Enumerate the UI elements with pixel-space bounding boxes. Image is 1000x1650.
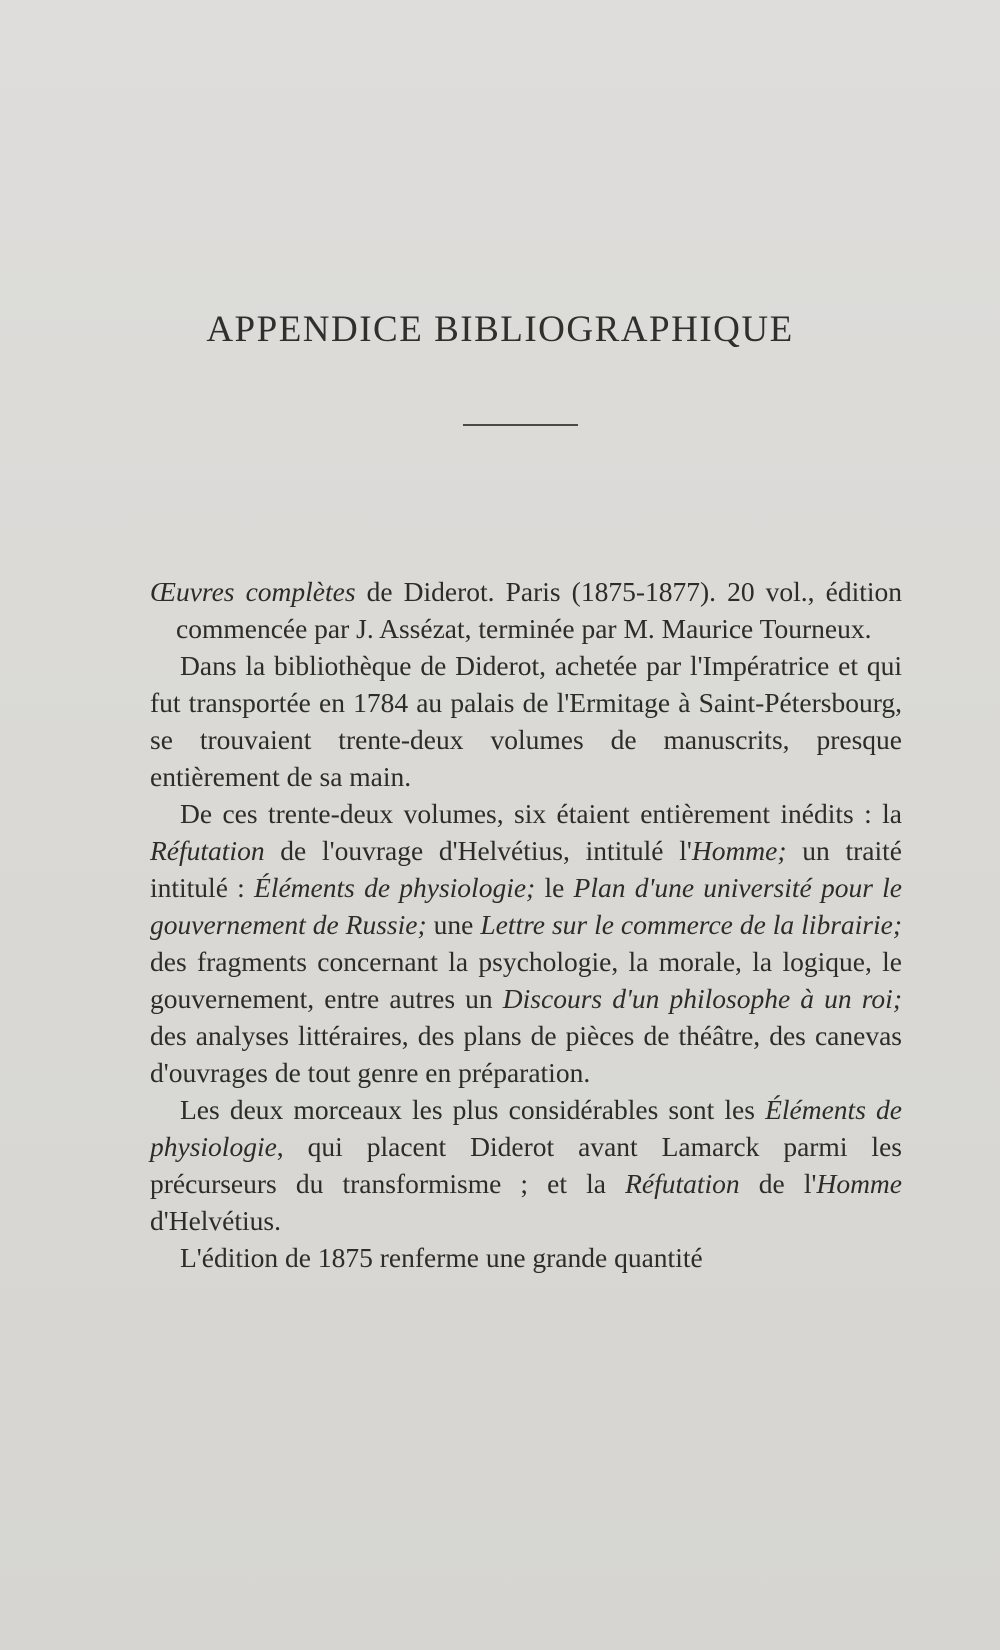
p2-italic-6: Discours d'un philosophe à un roi; — [502, 983, 902, 1014]
page-title: APPENDICE BIBLIOGRAPHIQUE — [206, 309, 794, 350]
bibliography-entry — [150, 573, 902, 647]
p2-italic-3: Éléments de physiologie; — [254, 872, 536, 903]
entry-work-title: Œuvres complètes — [150, 576, 356, 607]
p2-text-1: De ces trente-deux volumes, six étaient entièrement inédits : la — [180, 798, 902, 829]
p2-italic-5: Lettre sur le commerce de la librairie; — [480, 909, 902, 940]
entry-details: de Diderot. Paris (1875-1877). 20 vol., édition commencée par J. Assézat, terminée par M. Maurice Tourneux. — [176, 576, 903, 644]
paragraph-3 — [150, 1091, 902, 1239]
p2-text-2: de l'ouvrage d'Helvétius, intitulé l' — [264, 835, 692, 866]
p2-italic-2: Homme; — [691, 835, 787, 866]
p3-text-4: d'Helvétius. — [150, 1205, 281, 1236]
paragraph-4: L'édition de 1875 renferme une grande quantité — [180, 1242, 703, 1273]
p3-italic-3: Homme — [816, 1168, 902, 1199]
p2-text-6: des fragments concernant la psychologie, la morale, la logique, le gouvernement, entre autres un — [150, 946, 902, 1014]
p3-text-3: de l' — [739, 1168, 817, 1199]
p3-italic-1: Éléments de physiologie — [150, 1094, 902, 1162]
p2-text-5: une — [426, 909, 481, 940]
paragraph-1: Dans la bibliothèque de Diderot, achetée par l'Impératrice et qui fut transportée en 1784 au palais de l'Ermitage à Saint-Pétersbourg, se trouvaient trente-deux volumes de manuscrits, presque entièrement de sa main. — [150, 650, 902, 792]
p2-italic-1: Réfutation — [150, 835, 265, 866]
page-body — [150, 573, 902, 1276]
p3-italic-2: Réfutation — [625, 1168, 740, 1199]
p3-text-2: , qui placent Diderot avant Lamarck parmi les précurseurs du transformisme ; et la — [150, 1131, 902, 1199]
p2-text-3: un traité intitulé : — [150, 835, 902, 903]
p2-italic-4: Plan d'une université pour le gouvernement de Russie; — [150, 872, 902, 940]
paragraph-2 — [150, 795, 902, 1091]
p2-text-4: le — [535, 872, 574, 903]
p3-text-1: Les deux morceaux les plus considérables sont les — [180, 1094, 766, 1125]
p2-text-7: des analyses littéraires, des plans de pièces de théâtre, des canevas d'ouvrages de tout genre en préparation. — [150, 1020, 902, 1088]
title-divider — [463, 424, 578, 426]
